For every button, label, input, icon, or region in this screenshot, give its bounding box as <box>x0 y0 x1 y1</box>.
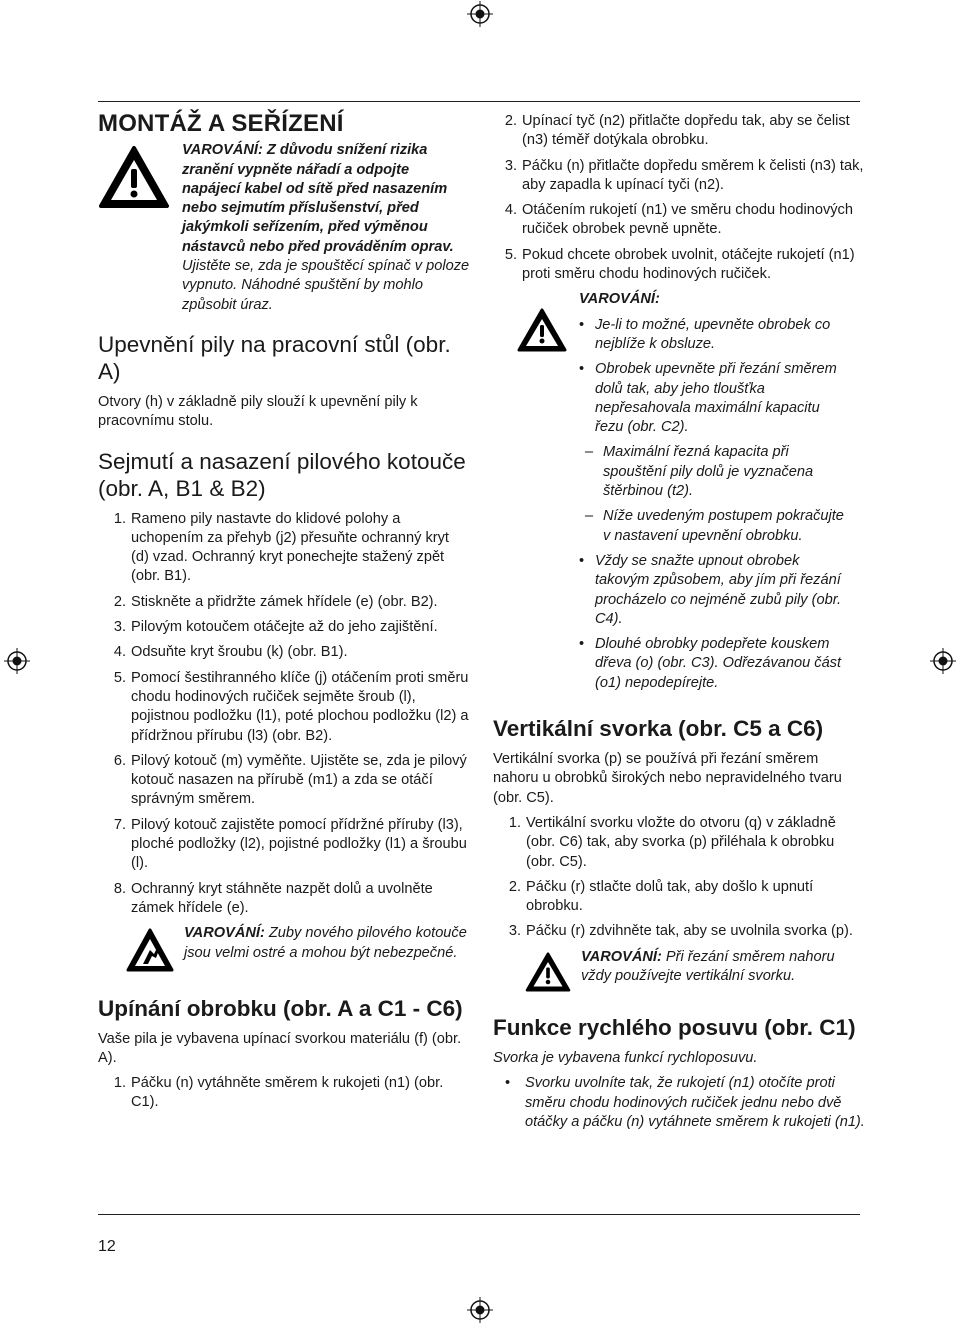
sharp-blade-hazard-icon <box>126 928 174 978</box>
header-rule <box>98 101 860 102</box>
warning-blade-label: VAROVÁNÍ: <box>184 925 265 942</box>
list-item: 3. Páčku (n) přitlačte dopředu směrem k čelisti (n3) tak, aby zapadla k upínací tyči (n2). <box>504 157 864 193</box>
page-title: MONTÁŽ A SEŘÍZENÍ <box>98 110 344 137</box>
warning-triangle-icon <box>517 308 567 358</box>
registration-mark-left-icon <box>4 648 30 674</box>
warning-blade-text: Zuby nového pilového kotouče jsou velmi ostré a mohou být nebezpečné. <box>184 925 467 961</box>
registration-mark-bottom-icon <box>467 1297 493 1323</box>
list-item: 1. Rameno pily nastavte do klidové polohy a uchopením za přehyb (j2) přesuňte ochranný kryt (d) vzad. Ochranný kryt ponechejte stažený zpět (obr. B1). <box>113 510 449 585</box>
warning-block-blade <box>98 924 470 978</box>
vertical-clamp-text: Vertikální svorka (p) se používá při řezání směrem nahoru u obrobků širokých nebo nepravidelného tvaru (obr. C5). <box>493 751 842 806</box>
list-item: 4. Otáčením rukojetí (n1) ve směru chodu hodinových ručiček obrobek pevně upněte. <box>504 202 853 238</box>
warning-clamping-label: VAROVÁNÍ: <box>579 291 660 308</box>
warning-triangle-icon <box>98 145 170 215</box>
left-column <box>98 112 470 1119</box>
list-item: • Je-li to možné, upevněte obrobek co nejblíže k obsluze. <box>579 316 831 352</box>
registration-mark-right-icon <box>930 648 956 674</box>
list-item: 1. Vertikální svorku vložte do otvoru (q) v základně (obr. C6) tak, aby svorka (p) přiléhala k obrobku (obr. C5). <box>508 814 836 870</box>
list-item: 4. Odsuňte kryt šroubu (k) (obr. B1). <box>113 644 348 661</box>
list-item: 7. Pilový kotouč zajistěte pomocí přídržné příruby (l3), ploché podložky (l2), pojistné podložky (l1) a šroubu (l). <box>113 816 467 872</box>
warning-block-general <box>98 141 470 315</box>
list-item: 1. Páčku (n) vytáhněte směrem k rukojeti (n1) (obr. C1). <box>113 1075 444 1111</box>
list-item: 5. Pomocí šestihranného klíče (j) otáčením proti směru chodu hodinových ručiček sejměte šroub (l), pojistnou podložku (l1), poté plochou podložku (l2) a přídržnou přírubu (l3) (obr. B2). <box>113 669 469 744</box>
list-item: – Maximální řezná kapacita při spouštění pily dolů je vyznačena štěrbinou (t2). <box>585 444 814 500</box>
registration-mark-top-icon <box>467 1 493 27</box>
list-item: • Vždy se snažte upnout obrobek takovým způsobem, aby jím při řezání procházelo co nejméně zubů pily (obr. C4). <box>579 552 842 627</box>
page-number: 12 <box>98 1238 116 1255</box>
warning-general-text: Ujistěte se, zda je spouštěcí spínač v poloze vypnuto. Náhodné spuštění by mohlo způsobit úraz. <box>182 258 470 313</box>
quick-feed-intro: Svorka je vybavena funkcí rychloposuvu. <box>493 1049 758 1066</box>
list-item: 2. Upínací tyč (n2) přitlačte dopředu tak, aby se čelist (n3) téměř dotýkala obrobku. <box>504 113 850 149</box>
clamping-text: Vaše pila je vybavena upínací svorkou materiálu (f) (obr. A). <box>98 1030 462 1066</box>
list-item: • Obrobek upevněte při řezání směrem dolů tak, aby jeho tloušťka nepřesahovala maximální kapacitu řezu (obr. C2). <box>579 361 837 436</box>
warning-block-vertical <box>493 948 865 998</box>
mount-saw-text: Otvory (h) v základně pily slouží k upevnění pily k pracovnímu stolu. <box>98 393 418 430</box>
heading-vertical-clamp: Vertikální svorka (obr. C5 a C6) <box>493 716 824 742</box>
footer-rule <box>98 1214 860 1215</box>
list-item: • Dlouhé obrobky podepřete kouskem dřeva (o) (obr. C3). Odřezávanou část (o1) nepodepírejte. <box>579 636 842 691</box>
right-column <box>493 112 865 1138</box>
list-item: 3. Pilovým kotoučem otáčejte až do jeho zajištění. <box>113 619 438 636</box>
warning-vertical-label: VAROVÁNÍ: <box>581 948 662 965</box>
list-item: 2. Stiskněte a přidržte zámek hřídele (e) (obr. B2). <box>113 593 438 610</box>
heading-mount-saw: Upevnění pily na pracovní stůl (obr. A) <box>98 331 451 384</box>
warning-triangle-icon <box>525 952 571 998</box>
list-item: 5. Pokud chcete obrobek uvolnit, otáčejte rukojetí (n1) proti směru chodu hodinových ručiček. <box>504 246 855 283</box>
list-item: 2. Páčku (r) stlačte dolů tak, aby došlo k upnutí obrobku. <box>508 878 814 915</box>
list-item: 3. Páčku (r) zdvihněte tak, aby se uvolnila svorka (p). <box>508 923 853 940</box>
warning-block-clamping <box>493 290 865 699</box>
list-item: 8. Ochranný kryt stáhněte nazpět dolů a uvolněte zámek hřídele (e). <box>113 880 433 916</box>
list-item: • Svorku uvolníte tak, že rukojetí (n1) otočíte proti směru chodu hodinových ručiček jednu nebo dvě otáčky a páčku (n) vytáhnete směrem k rukojeti (n1). <box>505 1075 865 1130</box>
list-item: 6. Pilový kotouč (m) vyměňte. Ujistěte se, zda je pilový kotouč nasazen na přírubě (m1) a zda se otáčí správným směrem. <box>113 752 467 808</box>
warning-general-bold: VAROVÁNÍ: Z důvodu snížení rizika zranění vypněte nářadí a odpojte napájecí kabel od sítě před nasazením nebo sejmutím příslušenství, před jakýmkoli seřízením, před výměnou nástavců nebo před prováděním oprav. <box>182 142 454 255</box>
heading-blade-replace: Sejmutí a nasazení pilového kotouče (obr. A, B1 & B2) <box>98 448 466 501</box>
warning-vertical-text: Při řezání směrem nahoru vždy používejte vertikální svorku. <box>581 948 835 984</box>
heading-clamping: Upínání obrobku (obr. A a C1 - C6) <box>98 995 463 1021</box>
list-item: – Níže uvedeným postupem pokračujte v nastavení upevnění obrobku. <box>585 508 844 544</box>
heading-quick-feed: Funkce rychlého posuvu (obr. C1) <box>493 1014 856 1040</box>
